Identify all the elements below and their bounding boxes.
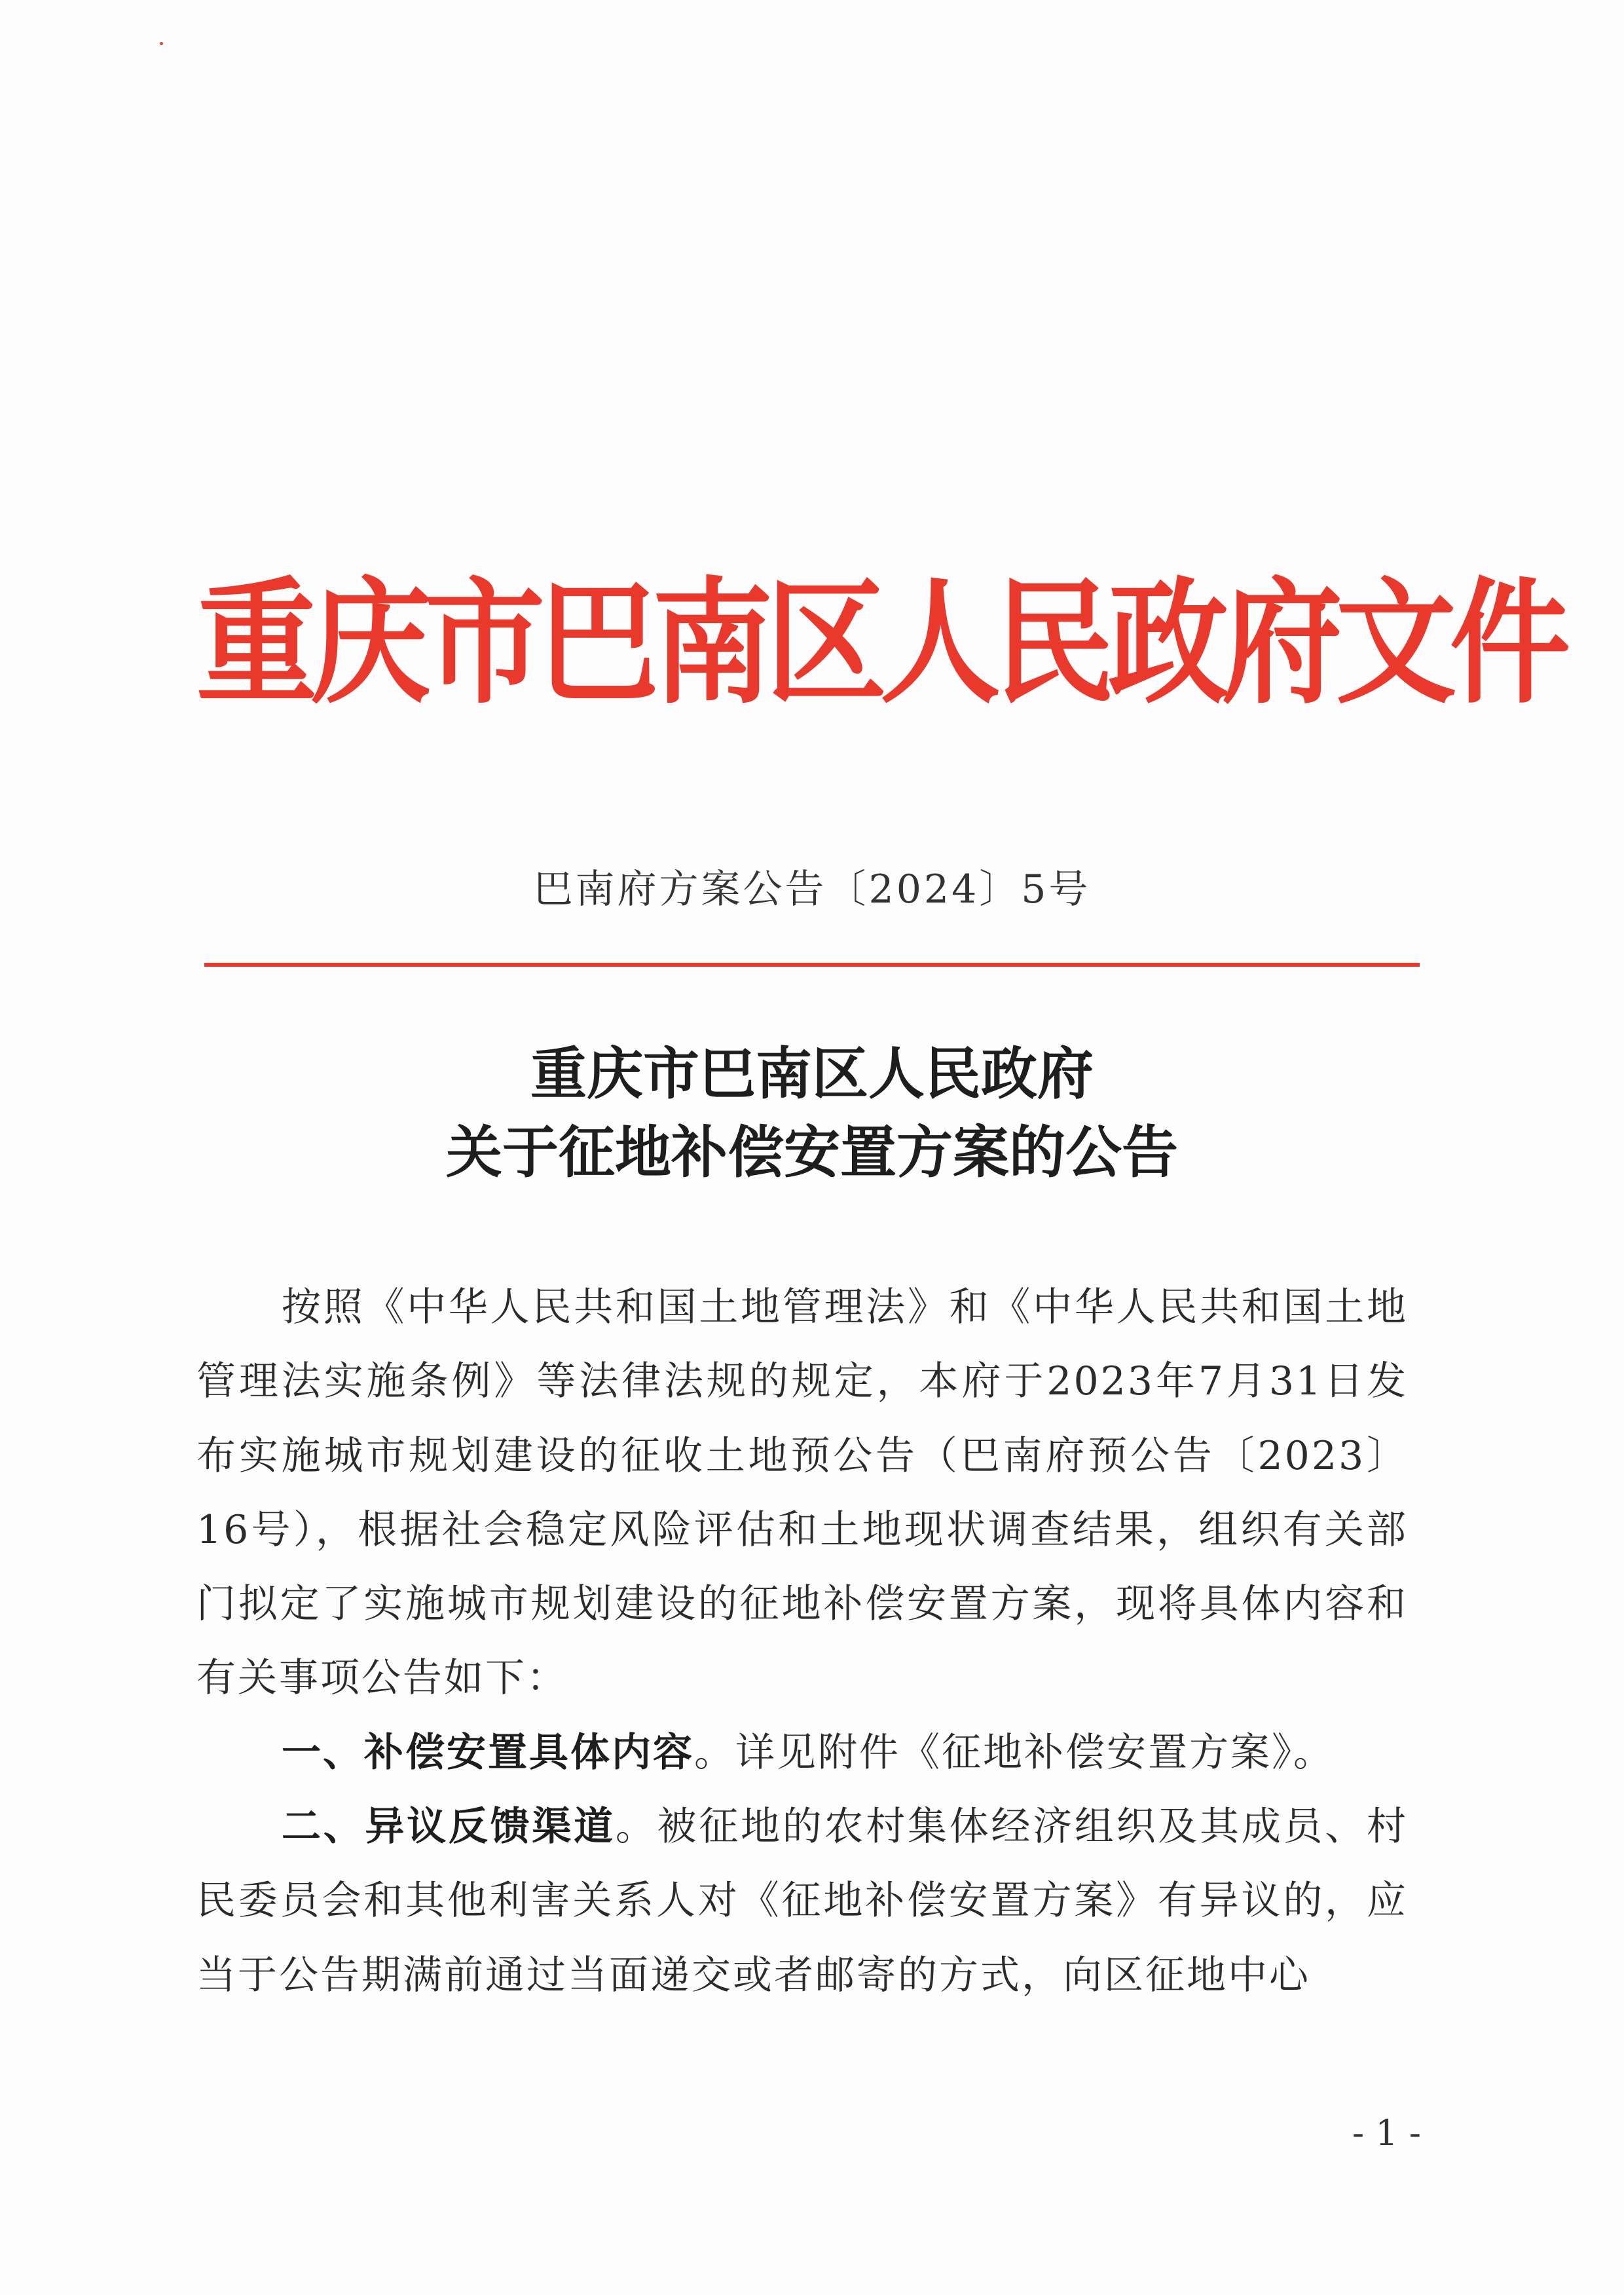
section-1-heading: 一、补偿安置具体内容	[282, 1729, 694, 1776]
scan-speck	[160, 42, 163, 45]
document-title-line-1: 重庆市巴南区人民政府	[530, 1041, 1094, 1107]
intro-paragraph: 按照《中华人民共和国土地管理法》和《中华人民共和国土地管理法实施条例》等法律法规的规定，本府于2023年7月31日发布实施城市规划建设的征收土地预公告（巴南府预公告〔2023〕16号），根据社会稳定风险评估和土地现状调查结果，组织有关部门拟定了实施城市规划建设的征地补偿安置方案，现将具体内容和有关事项公告如下：	[196, 1284, 1408, 1702]
section-1-paragraph	[196, 1716, 1408, 1790]
section-2-heading: 二、异议反馈渠道	[282, 1804, 616, 1850]
masthead: 重庆市巴南区人民政府文件	[196, 565, 1564, 722]
page-number: - 1 -	[1352, 2112, 1421, 2154]
red-separator-line	[204, 963, 1420, 967]
section-2-text: 。被征地的农村集体经济组织及其成员、村民委员会和其他利害关系人对《征地补偿安置方案》有异议的，应当于公告期满前通过当面递交或者邮寄的方式，向区征地中心	[196, 1804, 1409, 1998]
document-body	[196, 1271, 1408, 2013]
document-number: 巴南府方案公告〔2024〕5号	[533, 867, 1091, 912]
section-2-paragraph	[196, 1790, 1408, 2013]
document-title-line-2: 关于征地补偿安置方案的公告	[446, 1119, 1178, 1185]
section-1-text: 。详见附件《征地补偿安置方案》。	[694, 1729, 1335, 1776]
